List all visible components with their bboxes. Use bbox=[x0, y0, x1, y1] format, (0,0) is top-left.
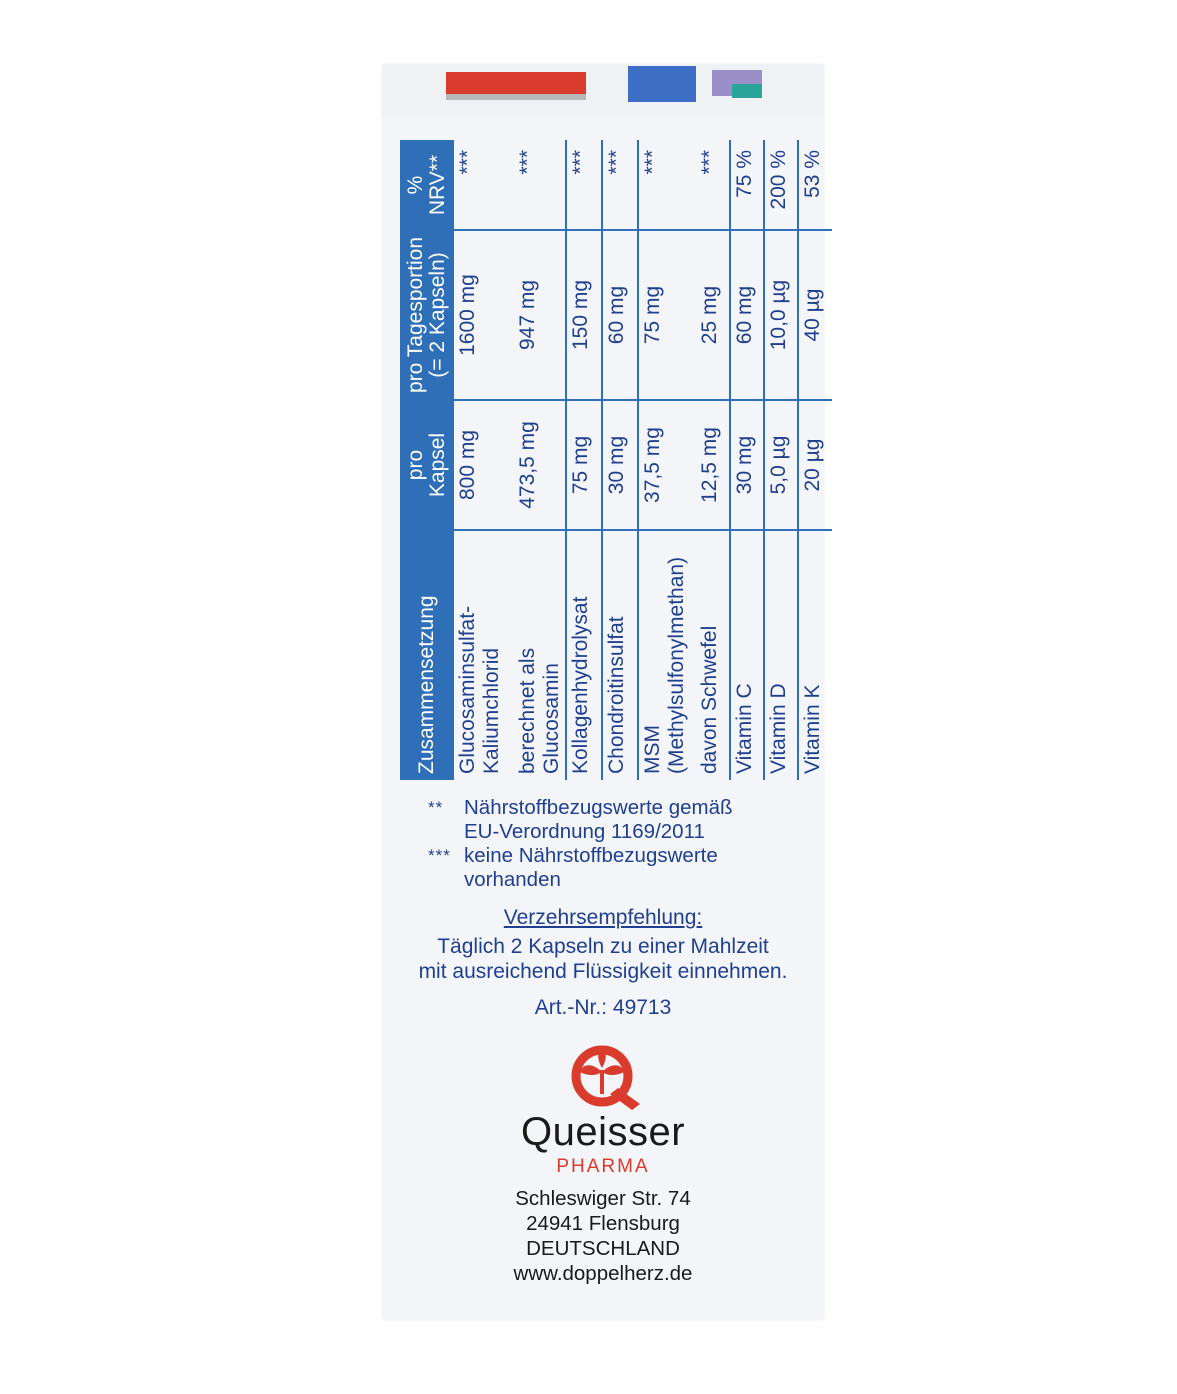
row-name-line1: berechnet als Glucosamin bbox=[516, 647, 563, 774]
usage-line2: mit ausreichend Flüssigkeit einnehmen. bbox=[418, 960, 788, 983]
usage-text bbox=[382, 934, 824, 984]
row-capsule: 20 µg bbox=[798, 400, 832, 530]
usage-title: Verzehrsempfehlung: bbox=[503, 906, 703, 929]
address bbox=[382, 1186, 824, 1286]
address-website[interactable]: www.doppelherz.de bbox=[513, 1262, 693, 1285]
footnote bbox=[428, 796, 808, 844]
table-row bbox=[730, 140, 764, 780]
footnote-line1: Nährstoffbezugswerte gemäß bbox=[464, 796, 733, 819]
header-composition: Zusammensetzung bbox=[400, 530, 454, 780]
package-graphic-grey bbox=[446, 94, 586, 100]
row-day: 75 mg bbox=[638, 230, 696, 400]
table-row bbox=[454, 140, 514, 780]
table-row bbox=[602, 140, 638, 780]
queisser-leaf-logo-icon bbox=[566, 1044, 642, 1110]
row-name: davon Schwefel bbox=[698, 625, 722, 774]
footnote-line1: keine Nährstoffbezugswerte bbox=[464, 844, 718, 867]
row-name: Kollagenhydrolysat bbox=[566, 530, 602, 780]
row-capsule: 30 mg bbox=[602, 400, 638, 530]
usage-line1: Täglich 2 Kapseln zu einer Mahlzeit bbox=[437, 935, 769, 958]
table-row bbox=[638, 140, 696, 780]
row-nrv: *** bbox=[638, 140, 696, 230]
row-name: Vitamin D bbox=[764, 530, 798, 780]
row-day: 25 mg bbox=[696, 230, 730, 400]
row-nrv: 75 % bbox=[730, 140, 764, 230]
package-graphic-blue bbox=[628, 66, 696, 102]
header-per-day-line2: (= 2 Kapseln) bbox=[426, 252, 449, 378]
row-name-line1: Glucosaminsulfat- bbox=[456, 605, 479, 774]
article-number: Art.-Nr.: 49713 bbox=[534, 996, 672, 1019]
nutrition-table bbox=[400, 140, 832, 780]
row-day: 947 mg bbox=[514, 230, 566, 400]
brand-name: Queisser bbox=[520, 1110, 686, 1154]
row-capsule: 800 mg bbox=[454, 400, 514, 530]
row-day: 10,0 µg bbox=[764, 230, 798, 400]
header-per-capsule bbox=[400, 400, 454, 530]
package-graphic-red bbox=[446, 72, 586, 94]
row-day: 40 µg bbox=[798, 230, 832, 400]
row-capsule: 75 mg bbox=[566, 400, 602, 530]
row-nrv: *** bbox=[514, 140, 566, 230]
row-name: Vitamin C bbox=[730, 530, 764, 780]
nutrition-table-wrapper bbox=[400, 140, 825, 780]
header-per-capsule-line2: Kapsel bbox=[426, 432, 449, 498]
table-row bbox=[566, 140, 602, 780]
row-capsule: 37,5 mg bbox=[638, 400, 696, 530]
row-nrv: 53 % bbox=[798, 140, 832, 230]
row-name-line2: (Methylsulfonylmethan) bbox=[664, 556, 688, 774]
address-city: 24941 Flensburg bbox=[526, 1212, 680, 1235]
row-nrv: 200 % bbox=[764, 140, 798, 230]
footnote-mark: ** bbox=[428, 798, 444, 817]
header-per-day bbox=[400, 230, 454, 400]
table-row bbox=[798, 140, 832, 780]
row-capsule: 473,5 mg bbox=[514, 400, 566, 530]
row-capsule: 12,5 mg bbox=[696, 400, 730, 530]
row-name bbox=[638, 530, 696, 780]
row-name bbox=[514, 530, 566, 780]
header-per-capsule-line1: pro bbox=[403, 449, 427, 481]
row-capsule: 30 mg bbox=[730, 400, 764, 530]
table-row bbox=[696, 140, 730, 780]
header-nrv: % NRV** bbox=[400, 140, 454, 230]
row-name-line1: MSM bbox=[641, 725, 665, 774]
footnote-line2: vorhanden bbox=[464, 868, 561, 891]
row-name: Chondroitinsulfat bbox=[602, 530, 638, 780]
table-header-row bbox=[400, 140, 454, 780]
nutrition-table-rotated bbox=[400, 140, 825, 780]
footnote-text bbox=[464, 796, 733, 844]
footnote bbox=[428, 844, 808, 892]
row-nrv: *** bbox=[454, 140, 514, 230]
footnotes bbox=[428, 796, 808, 892]
table-row bbox=[764, 140, 798, 780]
row-day: 60 mg bbox=[730, 230, 764, 400]
row-day: 150 mg bbox=[566, 230, 602, 400]
header-per-day-line1: pro Tagesportion bbox=[403, 236, 427, 394]
package-graphic-teal bbox=[732, 84, 762, 98]
row-nrv: *** bbox=[602, 140, 638, 230]
address-country: DEUTSCHLAND bbox=[526, 1237, 680, 1260]
footnote-mark: *** bbox=[428, 846, 451, 865]
footnote-line2: EU-Verordnung 1169/2011 bbox=[464, 820, 705, 843]
row-day: 60 mg bbox=[602, 230, 638, 400]
row-name bbox=[454, 530, 514, 780]
row-capsule: 5,0 µg bbox=[764, 400, 798, 530]
brand-subtitle: PHARMA bbox=[556, 1156, 650, 1177]
address-street: Schleswiger Str. 74 bbox=[515, 1187, 691, 1210]
footnote-text bbox=[464, 844, 718, 892]
row-name: Vitamin K bbox=[798, 530, 832, 780]
row-nrv: *** bbox=[696, 140, 730, 230]
row-day: 1600 mg bbox=[454, 230, 514, 400]
row-name-line2: Kaliumchlorid bbox=[479, 647, 503, 774]
row-nrv: *** bbox=[566, 140, 602, 230]
table-row bbox=[514, 140, 566, 780]
